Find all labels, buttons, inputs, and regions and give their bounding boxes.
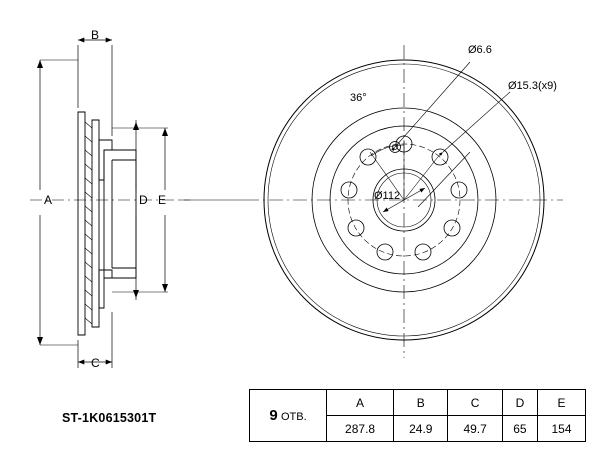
header-b: B	[394, 390, 448, 416]
header-d: D	[502, 390, 537, 416]
dimension-label-d: D	[139, 193, 148, 207]
spec-table	[249, 389, 586, 442]
annotation-angle: 36°	[350, 92, 367, 104]
header-c: C	[448, 390, 502, 416]
annotation-hole-diameter-small: Ø6.6	[468, 44, 492, 56]
value-b: 24.9	[394, 416, 448, 442]
header-e: E	[537, 390, 585, 416]
value-a: 287.8	[327, 416, 394, 442]
annotation-hole-diameter-bolt: Ø15.3(x9)	[508, 80, 557, 92]
dimension-label-b: B	[91, 28, 100, 42]
hole-count-cell	[250, 390, 327, 442]
value-e: 154	[537, 416, 585, 442]
dimension-label-c: C	[91, 356, 100, 370]
value-c: 49.7	[448, 416, 502, 442]
hole-count-unit: ОТВ.	[281, 411, 307, 423]
header-a: A	[327, 390, 394, 416]
part-number-label: ST-1K0615301T	[62, 411, 157, 425]
value-d: 65	[502, 416, 537, 442]
table-row-headers	[250, 390, 586, 416]
hole-count-value: 9	[269, 407, 278, 424]
dimension-label-e: E	[158, 193, 167, 207]
dimension-label-a: A	[44, 193, 53, 207]
annotation-center-bore: Ø112	[374, 190, 401, 202]
side-view-profile	[78, 112, 136, 335]
